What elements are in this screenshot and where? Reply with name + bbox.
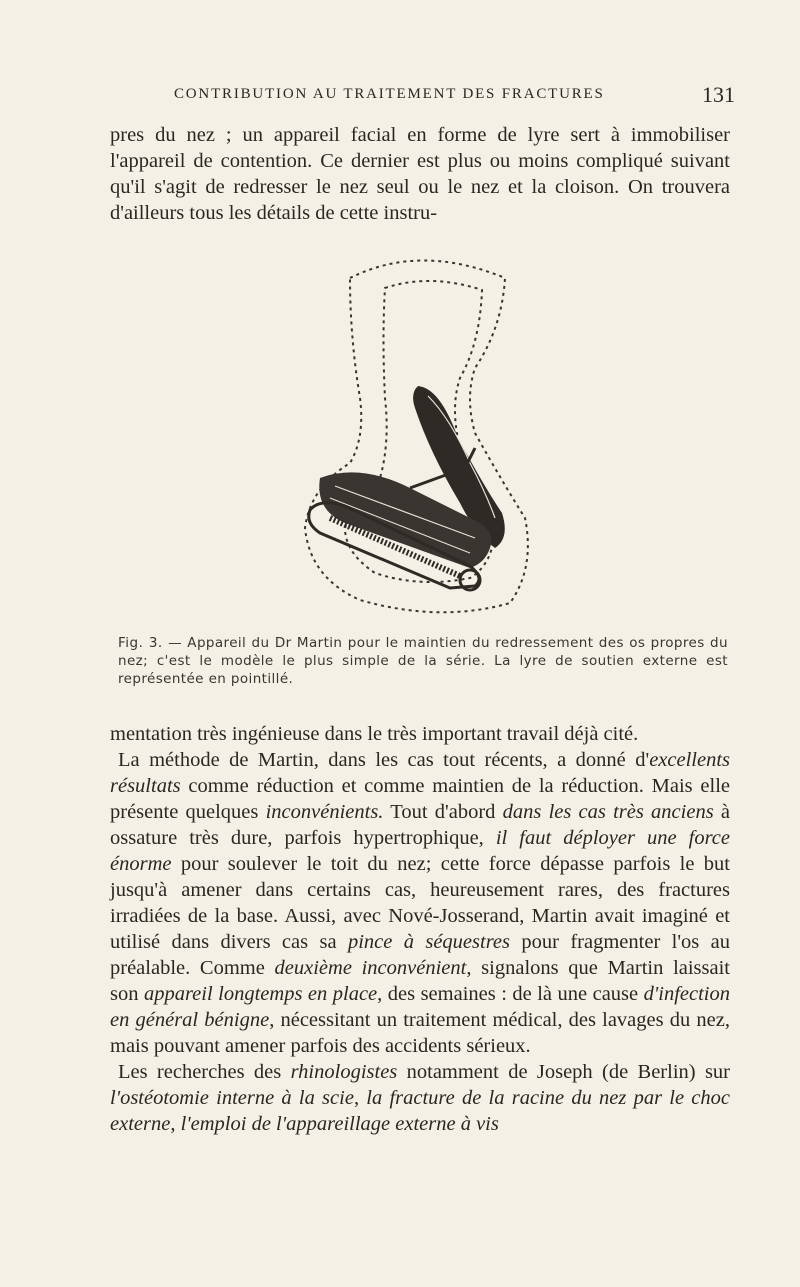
text-run: La méthode de Martin, dans les cas tout récents, a donné d' — [118, 749, 650, 771]
text-run: , — [170, 1113, 181, 1135]
italic-run: excellents résultats — [110, 749, 730, 797]
italic-run: la fracture de la racine du nez par le choc externe — [110, 1087, 731, 1135]
italic-run: inconvénients. — [265, 801, 384, 823]
text-run: , nécessitant un traitement médical, des lavages du nez, mais pouvant amener parfois des accidents sérieux. — [110, 1009, 730, 1057]
italic-run: il faut déployer une force énorme — [110, 827, 730, 875]
italic-run: deuxième inconvénient — [274, 957, 467, 979]
italic-run: d'infection en général bénigne — [110, 983, 730, 1031]
paragraph-2 — [110, 747, 730, 1059]
running-title: CONTRIBUTION AU TRAITEMENT DES FRACTURES — [174, 86, 605, 102]
italic-run: dans les cas très anciens — [502, 801, 714, 823]
running-head — [110, 82, 735, 108]
paragraph-3 — [110, 1059, 730, 1137]
lyre-outline-outer — [305, 261, 528, 613]
figure-caption-text: — Appareil du Dr Martin pour le maintien du redressement des os propres du nez; c'est le modèle le plus simple de la série. La lyre de soutien externe est représentée en pointillé. — [118, 635, 728, 687]
italic-run: appareil longtemps en place — [143, 983, 378, 1005]
text-run: Tout d'abord — [383, 801, 503, 823]
italic-run: l'emploi de l'appareillage externe à vis — [180, 1113, 499, 1135]
figure-label: Fig. 3. — [118, 635, 163, 651]
figure-caption — [118, 634, 728, 688]
paragraph-text: pres du nez ; un appareil facial en forme de lyre sert à immobiliser l'appareil de contention. Ce dernier est plus ou moins compliqué suivant qu'il s'agit de redresser le nez seul ou le nez et la cloison. On trouvera d'ailleurs tous les détails de cette instru- — [110, 124, 730, 224]
text-run: pour soulever le toit du nez; cette force dépasse parfois le but jusqu'à amener dans certains cas, heureusement rares, des fractures irradiées de la base. Aussi, avec Nové-Josserand, Martin avait imaginé et utilisé dans divers cas sa — [110, 853, 730, 953]
paragraph-1: mentation très ingénieuse dans le très important travail déjà cité. — [110, 723, 639, 745]
text-run: , des semaines : de là une cause — [377, 983, 644, 1005]
text-run: , — [353, 1087, 367, 1109]
italic-run: pince à séquestres — [347, 931, 511, 953]
italic-run: l'ostéotomie interne à la scie — [110, 1087, 354, 1109]
italic-run: rhinologistes — [290, 1061, 398, 1083]
text-run: Les recherches des — [118, 1061, 291, 1083]
body-text — [110, 721, 730, 1137]
text-run: comme réduction et comme maintien de la réduction. Mais elle présente quelques — [110, 775, 730, 823]
text-run: , signalons que Martin laissait son — [110, 957, 730, 1005]
figure-nasal-apparatus — [290, 248, 550, 628]
text-run: pour fragmenter l'os au préalable. Comme — [110, 931, 730, 979]
page-number: 131 — [702, 82, 735, 107]
top-paragraph — [110, 122, 730, 226]
text-run: notamment de Joseph (de Berlin) sur — [397, 1061, 730, 1083]
text-run: à ossature très dure, parfois hypertrophique, — [110, 801, 730, 849]
